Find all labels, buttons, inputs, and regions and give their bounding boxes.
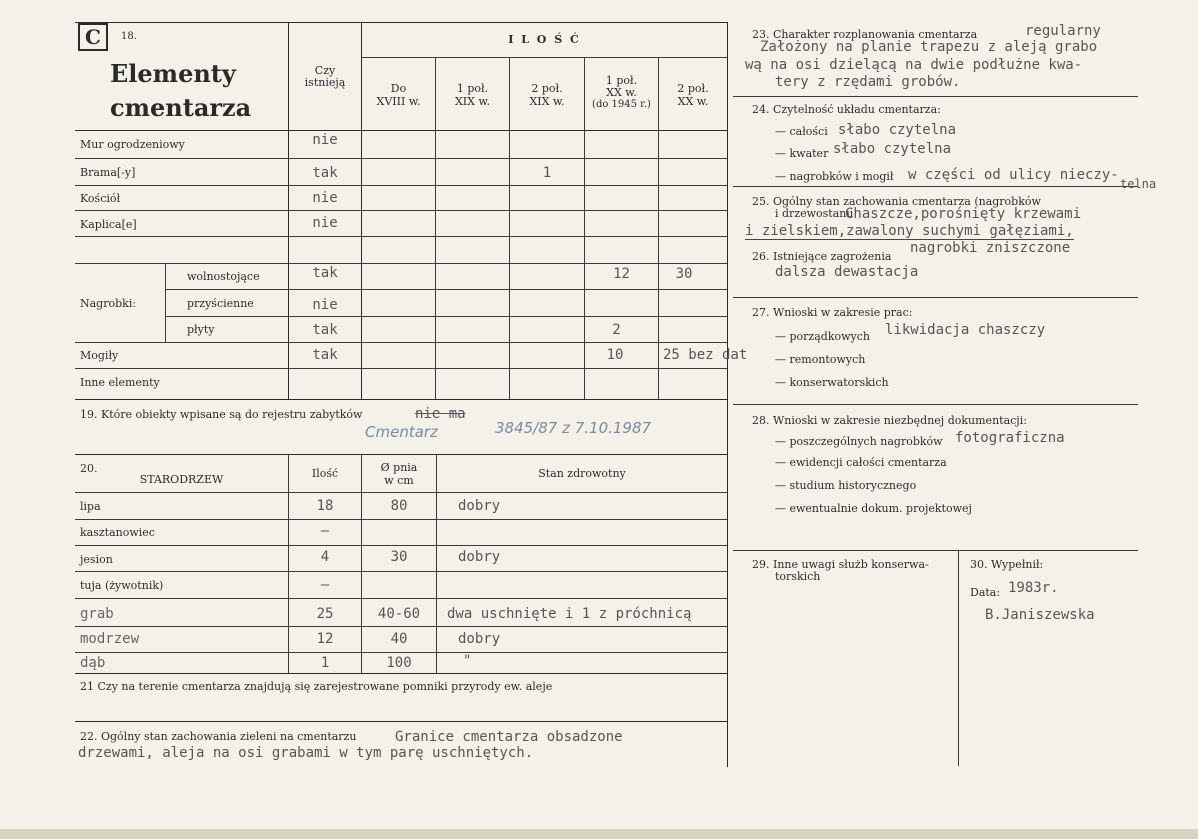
row-exists: nie [312,215,338,231]
s20-number: 20. [80,462,98,475]
period-4-line3: (do 1945 r.) [592,99,651,110]
s27-item-value: likwidacja chaszczy [885,322,1046,338]
period-4-line2: XX w. [606,86,637,99]
tree-health: dobry [458,549,501,565]
rule [75,545,727,546]
rule [75,185,727,186]
s25-typed-2: i zielskiem,zawalony suchymi gałęziami, [745,223,1074,239]
col-czy-line2: istnieją [304,76,346,89]
s20-col-pnia-2: w cm [384,474,414,487]
rule [75,571,727,572]
period-3-line1: 2 poł. [531,82,563,95]
s28-item-value: fotograficzna [955,430,1065,446]
paper-edge [0,829,1198,839]
s24-overflow: telna [1120,177,1157,191]
tree-health: dobry [458,498,501,514]
rule [733,550,1138,551]
s29-label-1: 29. Inne uwagi służb konserwa- [752,558,929,571]
s25-typed-3: nagrobki zniszczone [910,240,1071,256]
s22-text-2: drzewami, aleja na osi grabami w tym parę uschniętych. [78,745,534,761]
tree-qty: – [320,577,330,593]
rule [727,22,728,767]
period-4-line1: 1 poł. [605,74,638,87]
s20-col-ilosc: Ilość [311,467,339,480]
rule [958,550,959,766]
s24-item-value: słabo czytelna [838,122,957,138]
s19-handwritten-1: Cmentarz [365,423,438,441]
tree-name: tuja (żywotnik) [80,579,164,592]
s21-label: 21 Czy na terenie cmentarza znajdują się zarejestrowane pomniki przyrody ew. aleje [80,680,553,693]
tree-diam: 40-60 [377,606,421,622]
period-5-line1: 2 poł. [677,82,709,95]
s28-item-label: — poszczególnych nagrobków [775,435,943,448]
s19-typed: nie ma [415,406,466,422]
tree-qty: 4 [320,549,330,565]
s27-item-label: — remontowych [775,353,866,366]
s22-label: 22. Ogólny stan zachowania zieleni na cmentarzu [80,730,357,743]
s28-item-label: — studium historycznego [775,479,917,492]
s27-label: 27. Wnioski w zakresie prac: [752,306,913,319]
row-qty: 2 [612,322,621,338]
tree-health: dwa uschnięte i 1 z próchnicą [447,606,692,622]
row-qty: 25 bez dat [663,347,748,363]
tree-name: dąb [80,655,106,671]
ilosc-header: I L O Ś Ć [508,33,581,46]
s30-date: 1983r. [1008,580,1059,596]
tree-qty: 25 [316,606,334,622]
row-exists: nie [312,132,338,148]
s20-col-pnia-1: Ø pnia [380,461,418,474]
row-label: przyścienne [187,297,254,310]
tree-name: jesion [80,553,113,566]
s30-name: B.Janiszewska [985,607,1095,623]
row-label: Kaplica[e] [80,218,137,231]
s22-text-1: Granice cmentarza obsadzone [395,729,623,745]
s20-col-stan: Stan zdrowotny [538,467,626,480]
row-label: Mogiły [80,349,119,362]
tree-diam: 100 [386,655,412,671]
row-label: Mur ogrodzeniowy [80,138,185,151]
row-exists: tak [312,347,338,363]
period-1-line2: XVIII w. [376,95,421,108]
tree-diam: 30 [390,549,408,565]
row-label: Kościół [80,192,121,205]
rule [435,58,436,399]
tree-name: kasztanowiec [80,526,155,539]
s29-label-2: torskich [775,570,821,583]
row-label: płyty [187,323,215,336]
s25-label-1: 25. Ogólny stan zachowania cmentarza (nagrobków [752,195,1041,208]
tree-qty: 18 [316,498,334,514]
period-5-line2: XX w. [677,95,709,108]
col-czy-line1: Czy [314,64,336,77]
rule [658,58,659,399]
period-1-line1: Do [390,82,407,95]
rule [75,652,727,653]
row-label: wolnostojące [187,270,260,283]
rule [75,454,727,455]
section-number: 18. [121,31,137,42]
tree-qty: – [320,523,330,539]
s28-item-label: — ewidencji całości cmentarza [775,456,947,469]
tree-qty: 1 [320,655,330,671]
row-label: Brama[-y] [80,166,136,179]
rule [165,263,166,342]
rule [75,721,727,722]
s23-line-3: tery z rzędami grobów. [775,74,961,90]
rule [75,399,727,400]
rule [75,130,727,131]
rule [362,57,727,58]
s19-handwritten-2: 3845/87 z 7.10.1987 [495,419,652,437]
tree-qty: 12 [316,631,334,647]
s30-date-label: Data: [970,586,1001,599]
rule [75,626,727,627]
tree-diam: 40 [390,631,408,647]
s26-value: dalsza dewastacja [775,264,919,280]
rule [733,404,1138,405]
rule [75,210,727,211]
tree-name: modrzew [80,631,140,647]
s28-label: 28. Wnioski w zakresie niezbędnej dokumentacji: [752,414,1027,427]
s24-label: 24. Czytelność układu cmentarza: [752,103,941,116]
s24-item-value: w części od ulicy nieczy- [908,167,1119,183]
row-label: Inne elementy [80,376,160,389]
s24-item-label: — nagrobków i mogił [775,170,894,183]
tree-health: " [463,653,472,669]
row-exists: nie [312,190,338,206]
s24-item-label: — kwater [775,147,829,160]
s20-title: STARODRZEW [139,473,224,486]
period-3-line2: XIX w. [529,95,565,108]
section-title-line2: cmentarza [110,93,252,122]
rule [75,263,727,264]
rule [75,492,727,493]
rule [75,673,727,674]
s30-label: 30. Wypełnił: [970,558,1044,571]
period-2-line1: 1 poł. [456,82,489,95]
rule [436,454,437,673]
rule [165,289,727,290]
rule [75,598,727,599]
tree-name: grab [80,606,114,622]
rule [75,22,727,23]
row-exists: tak [312,322,338,338]
rule [75,236,727,237]
row-qty: 30 [675,266,693,282]
s28-item-label: — ewentualnie dokum. projektowej [775,502,972,515]
s25-typed-1: Chaszcze,porośnięty krzewami [845,206,1082,222]
s19-label: 19. Które obiekty wpisane są do rejestru zabytków [80,408,363,421]
s23-label: 23. Charakter rozplanowania cmentarza [752,28,978,41]
row-qty: 12 [613,266,630,282]
row-exists: nie [312,297,338,313]
rule [75,368,727,369]
row-qty: 1 [542,165,552,181]
s26-label: 26. Istniejące zagrożenia [752,250,892,263]
row-exists: tak [312,265,338,281]
tree-health: dobry [458,631,501,647]
row-qty: 10 [606,347,624,363]
s23-line-1: Założony na planie trapezu z aleją grabo [760,39,1098,55]
rule [733,96,1138,97]
rule [733,186,1138,187]
s24-item-value: słabo czytelna [833,141,952,157]
rule [75,342,727,343]
s25-label-2: i drzewostanu [775,207,854,220]
s23-typed-1: regularny [1025,23,1101,39]
tree-diam: 80 [390,498,408,514]
rule [509,58,510,399]
s27-item-label: — konserwatorskich [775,376,889,389]
rule [733,297,1138,298]
rule [75,158,727,159]
nagrobki-label: Nagrobki: [80,297,137,310]
tree-name: lipa [80,500,101,513]
period-2-line2: XIX w. [454,95,491,108]
s27-item-label: — porządkowych [775,330,870,343]
row-exists: tak [312,165,338,181]
rule [165,316,727,317]
s23-line-2: wą na osi dzielącą na dwie podłużne kwa- [745,57,1083,73]
s24-item-label: — całości [775,125,828,138]
section-badge: C [78,23,108,51]
rule [75,519,727,520]
section-title-line1: Elementy [110,59,236,88]
